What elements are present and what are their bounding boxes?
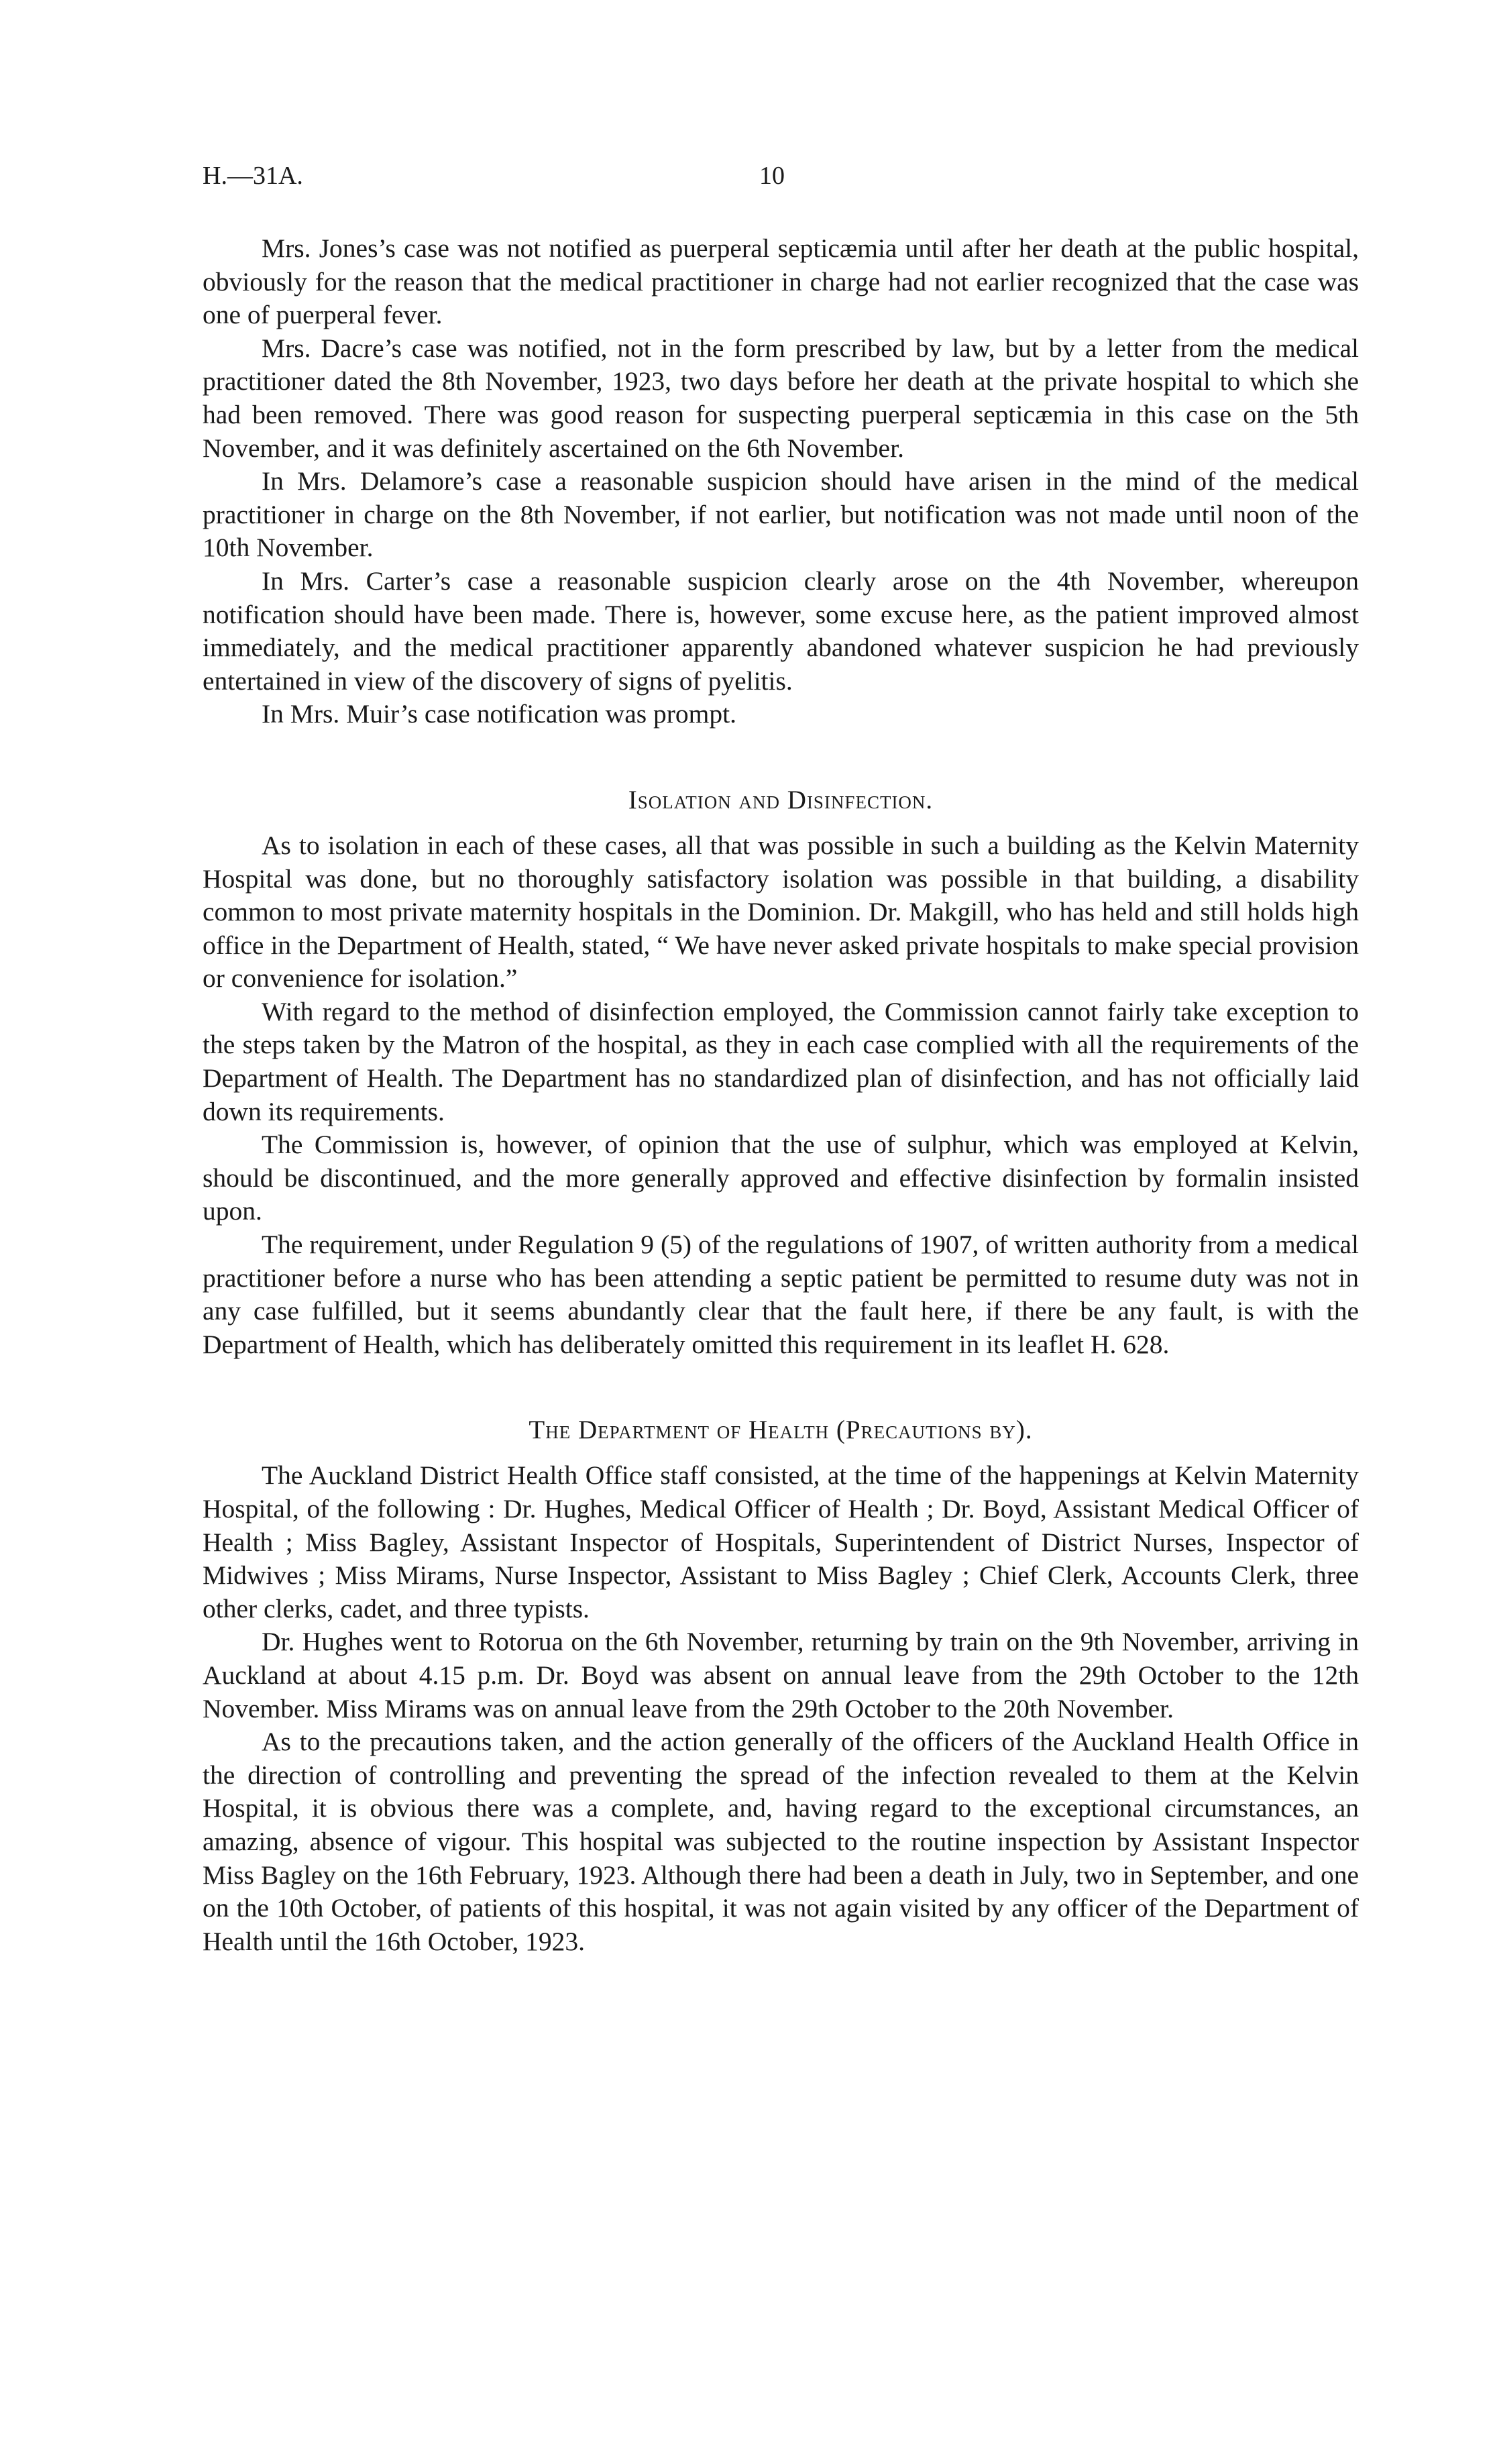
page-number: 10: [759, 162, 785, 190]
section-heading: Isolation and Disinfection.: [628, 785, 934, 814]
paragraph: The Auckland District Health Office staff consisted, at the time of the happenings at Kelvin Maternity Hospital, of the following : Dr. Hughes, Medical Officer of Health ; Dr. Boyd, Assistant Medical Officer of Health ; Miss Bagley, Assistant Inspector of Hospitals, Superintendent of District Nurses, Inspector of Midwives ; Miss Mirams, Nurse Inspector, Assistant to Miss Bagley ; Chief Clerk, Accounts Clerk, three other clerks, cadet, and three typists.: [203, 1460, 1359, 1623]
paragraph: In Mrs. Muir’s case notification was prompt.: [262, 699, 736, 729]
document-body: [203, 232, 1359, 1958]
section-notification: [203, 232, 1359, 731]
paragraph: As to the precautions taken, and the action generally of the officers of the Auckland Health Office in the direction of controlling and preventing the spread of the infection revealed to them at the Kelvin Hospital, it is obvious there was a complete, and, having regard to the exceptional circumstances, an amazing, absence of vigour. This hospital was subjected to the routine inspection by Assistant Inspector Miss Bagley on the 16th February, 1923. Although there had been a death in July, two in September, and one on the 10th October, of patients of this hospital, it was not again visited by any officer of the Department of Health until the 16th October, 1923.: [203, 1727, 1359, 1956]
document-page: [203, 161, 1359, 1958]
document-reference: H.—31A.: [203, 162, 303, 190]
paragraph: Mrs. Dacre’s case was notified, not in the form prescribed by law, but by a letter from the medical practitioner dated the 8th November, 1923, two days before her death at the private hospital to which she had been removed. There was good reason for suspecting puerperal septicæmia in this case on the 5th November, and it was definitely ascertained on the 6th November.: [203, 333, 1359, 463]
paragraph: The Commission is, however, of opinion that the use of sulphur, which was employed at Kelvin, should be discontinued, and the more generally approved and effective disinfection by formalin insisted upon.: [203, 1130, 1359, 1226]
paragraph: The requirement, under Regulation 9 (5) of the regulations of 1907, of written authority from a medical practitioner before a nurse who has been attending a septic patient be permitted to resume duty was not in any case fulfilled, but it seems abundantly clear that the fault here, if there be any fault, is with the Department of Health, which has deliberately omitted this requirement in its leaflet H. 628.: [203, 1230, 1359, 1359]
section-department-of-health: [203, 1413, 1359, 1958]
paragraph: As to isolation in each of these cases, all that was possible in such a building as the Kelvin Maternity Hospital was done, but no thoroughly satisfactory isolation was possible in that building, a disability common to most private maternity hospitals in the Dominion. Dr. Makgill, who has held and still holds high office in the Department of Health, stated, “ We have never asked private hospitals to make special provision or convenience for isolation.”: [203, 830, 1359, 994]
page-header: [203, 161, 1359, 201]
section-heading: The Department of Health (Precautions by).: [529, 1415, 1033, 1445]
paragraph: Mrs. Jones’s case was not notified as puerperal septicæmia until after her death at the public hospital, obviously for the reason that the medical practitioner in charge had not earlier recognized that the case was one of puerperal fever.: [203, 233, 1359, 330]
section-isolation-disinfection: [203, 784, 1359, 1362]
paragraph: With regard to the method of disinfection employed, the Commission cannot fairly take exception to the steps taken by the Matron of the hospital, as they in each case complied with all the requirements of the Department of Health. The Department has no standardized plan of disinfection, and has not officially laid down its requirements.: [203, 996, 1359, 1126]
paragraph: Dr. Hughes went to Rotorua on the 6th November, returning by train on the 9th November, arriving in Auckland at about 4.15 p.m. Dr. Boyd was absent on annual leave from the 29th October to the 12th November. Miss Mirams was on annual leave from the 29th October to the 20th November.: [203, 1627, 1359, 1723]
paragraph: In Mrs. Carter’s case a reasonable suspicion clearly arose on the 4th November, whereupon notification should have been made. There is, however, some excuse here, as the patient improved almost immediately, and the medical practitioner apparently abandoned whatever suspicion he had previously entertained in view of the discovery of signs of pyelitis.: [203, 566, 1359, 696]
paragraph: In Mrs. Delamore’s case a reasonable suspicion should have arisen in the mind of the medical practitioner in charge on the 8th November, if not earlier, but notification was not made until noon of the 10th November.: [203, 466, 1359, 563]
